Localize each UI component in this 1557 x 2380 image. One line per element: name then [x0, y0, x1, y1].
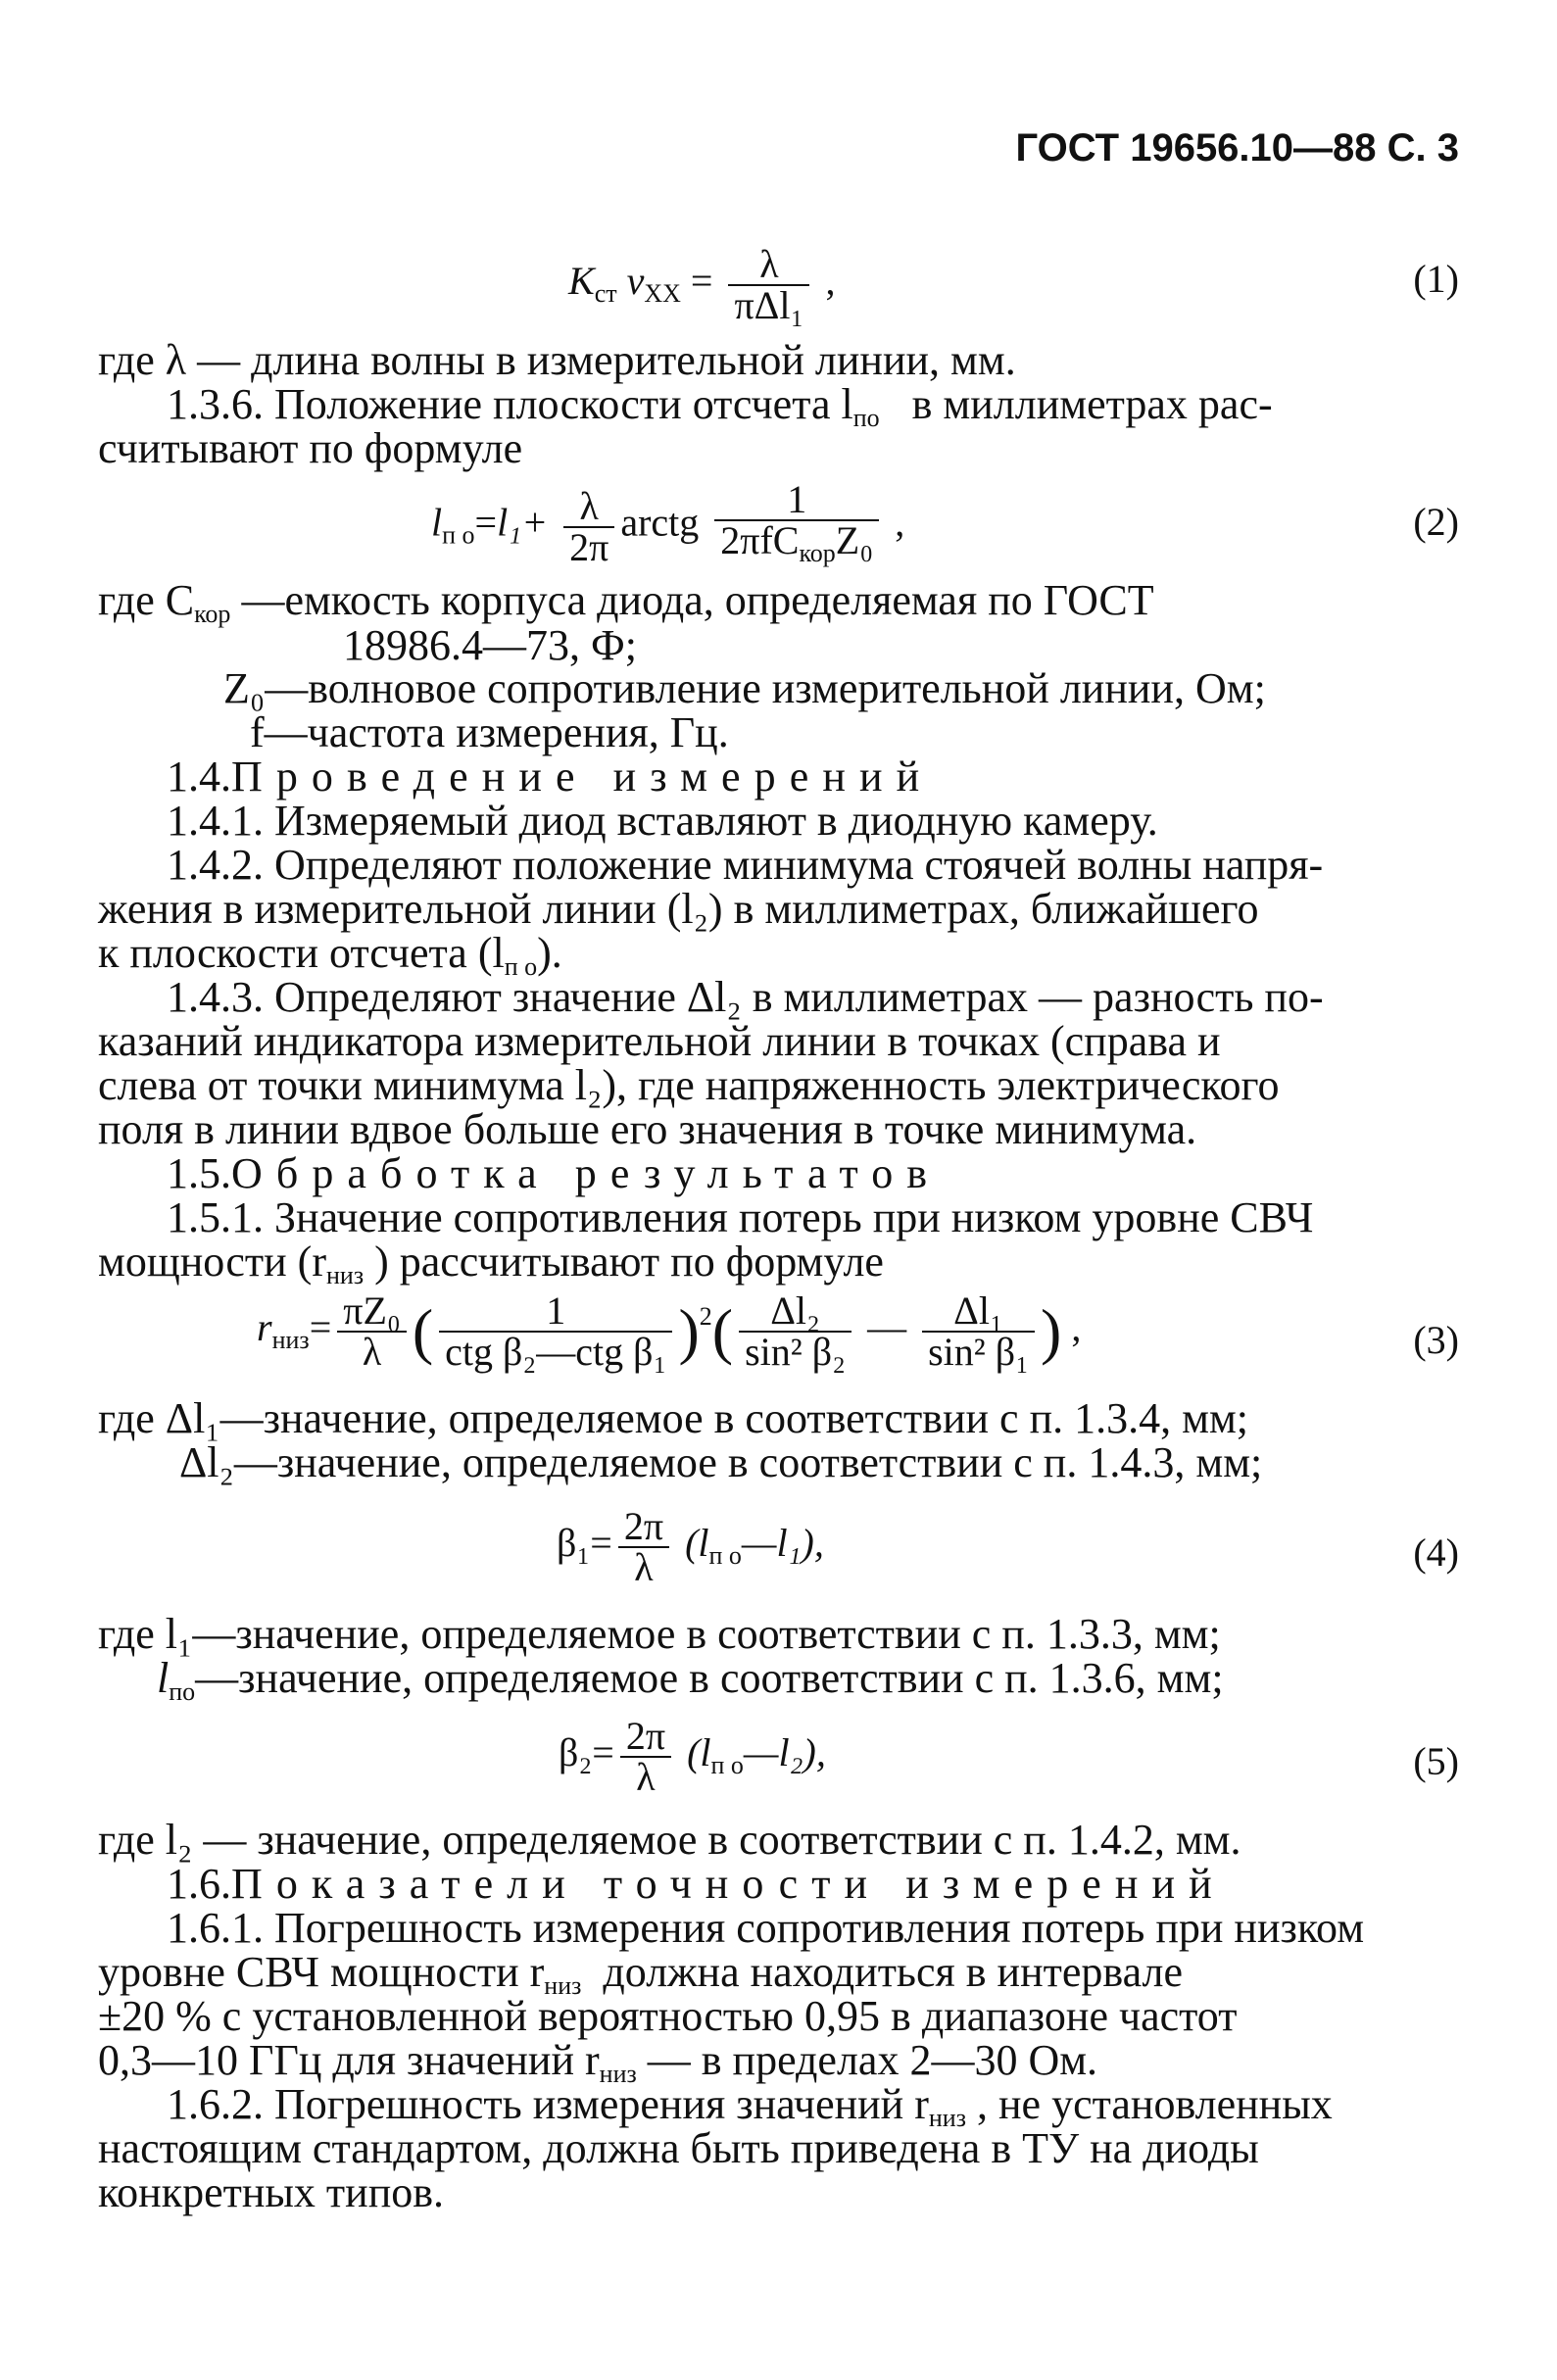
- text-line: слева от точки минимума l₂), где напряженность электрического: [98, 1061, 1280, 1109]
- text-line: конкретных типов.: [98, 2168, 445, 2216]
- text-line: к плоскости отсчета $(l_{п о})$.: [98, 929, 562, 981]
- text-line: $l_{по}—значение$, определяемое в соответствии с п. 1.3.6, мм;: [157, 1654, 1224, 1706]
- text-line: 1.5.1. Значение сопротивления потерь при низком уровне СВЧ: [167, 1193, 1314, 1241]
- formula-5: β₂= $\frac{2\pi}{\lambda}$ $(l_{п о}—l_2)$,: [559, 1714, 826, 1799]
- text-line: казаний индикатора измерительной линии в точках (справа и: [98, 1017, 1221, 1065]
- text-line: Z₀—волновое сопротивление измерительной линии, Ом;: [223, 664, 1266, 712]
- section-heading-1-5: 1.5.Обработка результатов: [167, 1149, 942, 1197]
- text-line: считывают по формуле: [98, 424, 523, 472]
- equation-number-5: (5): [1413, 1739, 1459, 1783]
- formula-4: β₁= $\frac{2\pi}{\lambda}$ $(l_{п о}—l_1)$,: [557, 1504, 824, 1589]
- text-line: где l₂ — значение, определяемое в соответствии с п. 1.4.2, мм.: [98, 1816, 1241, 1864]
- equation-number-2: (2): [1413, 500, 1459, 544]
- text-line: 1.3.6. Положение плоскости отсчета $l_{по}$ в миллиметрах рас-: [167, 380, 1273, 432]
- text-line: поля в линии вдвое больше его значения в точке минимума.: [98, 1105, 1197, 1153]
- section-heading-1-6: 1.6.Показатели точности измерений: [167, 1860, 1226, 1908]
- formula-1: $K_{ст}$ $v_{XX}$ = λ πΔl₁ ,: [568, 242, 836, 327]
- text-line: уровне СВЧ мощности $r_{низ}$ должна находиться в интервале: [98, 1948, 1183, 2000]
- text-line: мощности ($r_{низ}$ ) рассчитывают по формуле: [98, 1238, 884, 1289]
- text-line: где $C_{кор}$ —емкость корпуса диода, определяемая по ГОСТ: [98, 576, 1154, 628]
- text-line: 1.6.1. Погрешность измерения сопротивления потерь при низком: [167, 1904, 1365, 1952]
- formula-2: $l_{п о}=l_1+$ $\frac{\lambda}{2\pi}$ arctg 1 2πfC$_{кор}$Z₀ ,: [431, 477, 905, 569]
- equation-number-3: (3): [1413, 1318, 1459, 1362]
- text-line: где Δl₁—значение, определяемое в соответствии с п. 1.3.4, мм;: [98, 1394, 1249, 1442]
- text-line: 1.4.2. Определяют положение минимума стоячей волны напря-: [167, 841, 1324, 889]
- section-heading-1-4: 1.4.Проведение измерений: [167, 753, 934, 801]
- text-line: 1.6.2. Погрешность измерения значений $r_{низ}$ , не установленных: [167, 2080, 1333, 2132]
- formula-3: $r_{низ}=$ $\frac{\text{πZ₀}}{\lambda}$ ( 1 ctg β₂—ctg β₁ )$^2$( $\frac{\text{Δl₂}}{\text{sin² β₂}}$ — $\frac{\text{Δl₁}}{\text{sin² β₁}}$ ) ,: [257, 1288, 1082, 1374]
- text-line: настоящим стандартом, должна быть приведена в ТУ на диоды: [98, 2124, 1259, 2172]
- text-line: ±20 % с установленной вероятностью 0,95 в диапазоне частот: [98, 1992, 1238, 2040]
- text-line: где λ — длина волны в измерительной линии, мм.: [98, 336, 1016, 384]
- text-line: 18986.4—73, Ф;: [343, 621, 637, 669]
- equation-number-4: (4): [1413, 1530, 1459, 1575]
- text-line: жения в измерительной линии (l₂) в миллиметрах, ближайшего: [98, 885, 1259, 933]
- page-header: ГОСТ 19656.10—88 С. 3: [1015, 126, 1459, 170]
- text-line: Δl₂—значение, определяемое в соответствии с п. 1.4.3, мм;: [179, 1438, 1263, 1486]
- text-line: 0,3—10 ГГц для значений $r_{низ}$ — в пределах 2—30 Ом.: [98, 2036, 1098, 2088]
- text-line: где l₁—значение, определяемое в соответствии с п. 1.3.3, мм;: [98, 1610, 1221, 1658]
- text-line: 1.4.3. Определяют значение Δl₂ в миллиметрах — разность по-: [167, 973, 1324, 1021]
- equation-number-1: (1): [1413, 257, 1459, 301]
- text-line: 1.4.1. Измеряемый диод вставляют в диодную камеру.: [167, 797, 1158, 845]
- text-line: f—частота измерения, Гц.: [250, 708, 729, 756]
